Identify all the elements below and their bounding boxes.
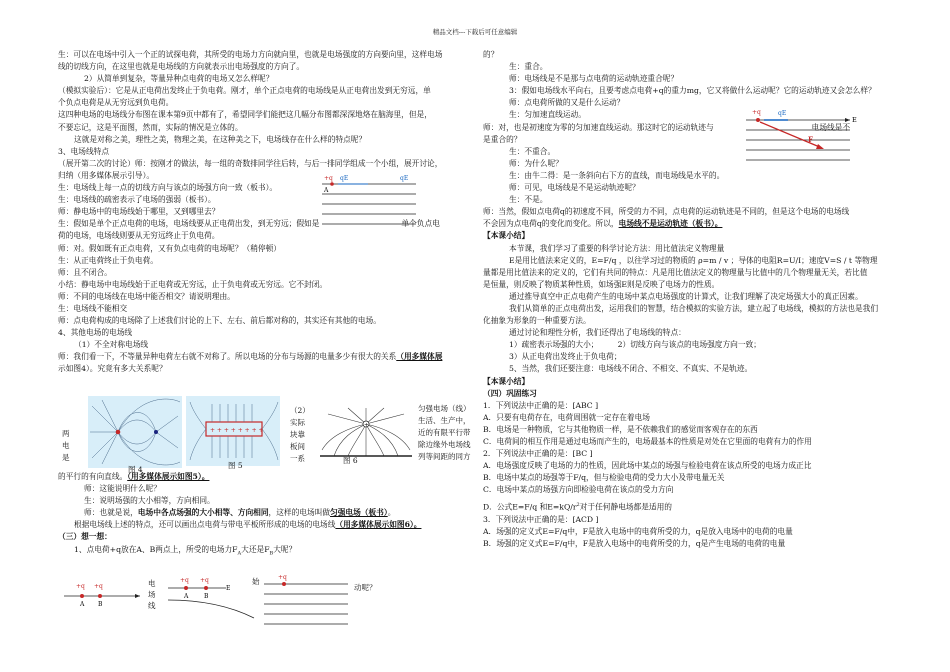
- question-1-diagram-c: [262, 574, 352, 630]
- left-text-line: 2）从简单到复杂，等量异种点电荷的电场又怎么样呢？: [84, 74, 274, 84]
- diagram-q-label: +q: [324, 175, 333, 182]
- right-text-line: 是重合的？: [483, 134, 522, 144]
- svg-text:F: F: [808, 135, 813, 144]
- figure-5-charged-plate: [186, 396, 280, 466]
- right-text-line: （四）巩固练习: [483, 388, 537, 398]
- right-text-line: 通过讨论和理性分析，我们还得出了电场线的特点：: [509, 328, 686, 338]
- diagram-side-label: 电 场 线: [148, 579, 156, 610]
- svg-text:B: B: [204, 593, 209, 600]
- left-text-line: 师：且不闭合。: [58, 267, 112, 277]
- question-1-diagram-a: [62, 576, 142, 616]
- right-text-line: 【本课小结】: [483, 376, 530, 386]
- left-text-line: 生：电场线不能相交: [58, 303, 128, 313]
- diagram-mid-tail: 动呢？: [354, 583, 377, 592]
- right-text-line: 师：当然，假如点电荷q的初速度不同，所受的力不同，点电荷的运动轨迹是不同的，但是这个电场的电场线: [483, 207, 850, 217]
- right-text-line: E是用比值法来定义的，E=F/q ，以往学习过的物质的 ρ=m / v ；导体的电阻R=U/I；速度V=S / t 等物理: [509, 255, 878, 265]
- right-text-line: 本节课，我们学习了重要的科学讨论方法：用比值法定义物理量: [509, 243, 725, 253]
- left-text-line: 师：点电荷构成的电场除了上述我们讨论的上下、左右、前后都对称的，其实还有其他的电场。: [58, 316, 381, 326]
- left-text-line: 生：电场线的疏密表示了电场的强弱（板书）。: [58, 195, 216, 205]
- svg-text:B: B: [98, 601, 103, 608]
- point-charge-field-diagram: [318, 170, 420, 228]
- svg-text:+q: +q: [278, 574, 287, 581]
- figure-5-caption: 图 5: [228, 461, 243, 470]
- left-text-line: （1）不全对称电场线: [74, 340, 149, 350]
- left-text-line: 生：从正电荷终止于负电荷。: [58, 255, 158, 265]
- svg-text:+q: +q: [200, 577, 209, 584]
- right-text-line: 是恒量，则反映了物质某种性质，如场强E则是反映了电场力的性质。: [483, 279, 720, 289]
- right-text-line: B．电场中某点的场强等于F/q，但与检验电荷的受力大小及带电量无关: [483, 473, 725, 483]
- right-text-line: A．只要有电荷存在，电荷周围就一定存在着电场: [483, 412, 650, 422]
- svg-text:A: A: [324, 187, 329, 194]
- left-text-line: 个负点电荷是从无穷远到负电荷。: [58, 98, 174, 108]
- right-text-line: 2．下列说法中正确的是：[BC ]: [483, 449, 593, 459]
- left-text-line: 师：对。假如既有正点电荷，又有负点电荷的电场呢？（稍停顿）: [58, 243, 281, 253]
- right-text-line: 3：假如电场线水平向右，且要考虑点电荷+q的重力mg，它又将做什么运动呢？它的运动轨迹又会怎么样？: [509, 86, 876, 96]
- svg-text:A: A: [80, 601, 85, 608]
- svg-text:+q: +q: [94, 583, 103, 590]
- right-text-line: B．电场是一种物质，它与其他物质一样，是不依赖我们的感觉而客观存在的东西: [483, 424, 758, 434]
- svg-text:+q: +q: [752, 109, 761, 116]
- left-text-line: 不要忘记，这是平面图，然而，实际的情况是立体的。: [58, 122, 243, 132]
- right-text-line: C．电场中某点的场强方向即检验电荷在该点的受力方向: [483, 485, 674, 495]
- left-text-line: 荷的电场，电场线则要从无穷远终止于负电荷。: [58, 231, 220, 241]
- left-text-line: 师：不同的电场线在电场中能否相交？请说明理由。: [58, 291, 235, 301]
- right-text-line: 量都是用比值法来的定义的，它们有共同的特点：凡是用比值法定义的物理量与比值中的几个物理量无关，若比值: [483, 267, 868, 277]
- svg-text:qE: qE: [778, 110, 787, 117]
- figure-6-caption: 图 6: [343, 456, 358, 465]
- left-text-line: 师：静电场中的电场线始于哪里，又到哪里去？: [58, 207, 220, 217]
- svg-text:+: +: [364, 422, 369, 429]
- right-text-line: 1．下列说法中正确的是：[ABC ]: [483, 400, 599, 410]
- left-text-line: 师：我们看一下，不等量异种电荷左右就不对称了。所以电场的分布与场源的电量多少有很大的关系（用多媒体展: [58, 352, 443, 362]
- right-text-line: A．场强的定义式E=F/q中，F是放入电场中的电荷所受的力，q是放入电场中的电荷的电量: [483, 527, 793, 537]
- diagram-qe-label: qE: [340, 175, 349, 182]
- left-text-line: （展开第二次的讨论）师：按刚才的做法，每一组的奇数排同学往后转，与后一排同学组成一个小组，展开讨论，: [58, 158, 443, 168]
- question-1-diagram-b: [166, 574, 256, 624]
- right-text-line: 师：电场线是不是那与点电荷的运动轨迹重合呢？: [509, 74, 679, 84]
- right-text-line: 的？: [483, 50, 499, 59]
- left-text-line: 这四种电场的电场线分布图在课本第9页中都有了，希望同学们能把这几幅分布图都深深地烙在脑海里，但是，: [58, 110, 432, 120]
- svg-text:+q: +q: [180, 577, 189, 584]
- left-text-line: 4、其他电场的电场线: [58, 328, 133, 338]
- left-text-line: 小结：静电场中电场线始于正电荷或无穷远，止于负电荷或无穷远。它不封闭。: [58, 279, 328, 289]
- right-text-line: 师：为什么呢？: [509, 158, 563, 168]
- left-text-line: 生：电场线上每一点的切线方向与该点的场强方向一致（板书）。: [58, 183, 278, 193]
- right-text-line: 师：对，也是初速度为零的匀加速直线运动。那这时它的运动轨迹与 电场线是不: [483, 122, 851, 132]
- figure-4-side-text: 两 电 是: [62, 429, 70, 462]
- figure-5-side-text: （2） 实际 块靠 板间 一系: [290, 406, 310, 463]
- svg-text:+ + + + + + + +: + + + + + + + +: [210, 427, 264, 434]
- svg-text:qE: qE: [400, 175, 409, 182]
- right-text-line: 生：不重合。: [509, 146, 556, 156]
- right-text-line: B．场强的定义式E=F/q中，F是放入电场中的电荷所受的力，q是产生电场的电荷的电量: [483, 539, 786, 549]
- right-text-line: 通过推导真空中正点电荷产生的电场中某点电场强度的计算式，让我们理解了决定场强大小的真正因素。: [509, 291, 863, 301]
- right-text-line: 【本课小结】: [483, 231, 530, 241]
- right-text-line: 生：重合。: [509, 62, 548, 72]
- right-text-line: 生：匀加速直线运动。: [509, 110, 586, 120]
- right-text-line: D．公式E=F/q 和$E=kQ/r^2$对于任何静电场都是适用的: [483, 502, 672, 513]
- right-text-line: 师：点电荷所做的又是什么运动？: [509, 98, 625, 108]
- right-text-line: 不会因为点电荷q的变化而变化。所以，电场线不是运动轨迹（板书）。: [483, 219, 723, 229]
- right-text-line: 化抽象为形象的一种重要方法。: [483, 316, 591, 326]
- right-text-line: 1）疏密表示场强的大小； 2）切线方向与该点的电场强度方向一致；: [509, 340, 761, 350]
- figure-6-side-text: 匀强电场（线） 生活、生产中， 近的有限平行带 除边缘外电场线 列等间距的同方: [418, 404, 471, 461]
- right-text-line: 3）从正电荷出发终止于负电荷；: [509, 352, 622, 362]
- right-text-line: A．电场强度反映了电场的力的性质，因此场中某点的场强与检验电荷在该点所受的电场力成正比: [483, 461, 812, 471]
- right-text-line: 师：可见，电场线是不是运动轨迹呢？: [509, 183, 640, 193]
- left-text-line: 归纳（用多媒体展示引导）。: [58, 170, 155, 180]
- right-text-line: 我们从简单的正点电荷出发，运用我们的智慧，结合模拟的实验方法，建立起了电场线，模拟的方法也是我们: [509, 303, 879, 313]
- left-text-line: 生：可以在电场中引入一个正的试探电荷，其所受的电场力方向就向里，也就是电场强度的方向要向里，这样电场: [58, 50, 443, 59]
- left-text-line: 这就是对称之美，理性之美，物理之美，在这种美之下，电场线存在什么样的特点呢？: [74, 134, 367, 144]
- left-text-line: 线的切线方向，在这里也就是电场线的方向就表示出电场强度的方向了。: [58, 62, 305, 72]
- right-text-line: C．电荷间的相互作用是通过电场而产生的，电场最基本的性质是对处在它里面的电荷有力的作用: [483, 437, 812, 446]
- left-text-line: 示如图4）。究竟有多大关系呢？: [58, 364, 167, 374]
- svg-text:E: E: [852, 116, 857, 124]
- figure-4-unequal-charges: [88, 396, 182, 468]
- diagram-shi-label: 始: [252, 577, 260, 586]
- svg-text:A: A: [184, 593, 189, 600]
- svg-text:E: E: [226, 585, 231, 592]
- force-vector-diagram: [742, 106, 860, 168]
- right-text-line: 5、当然，我们还要注意：电场线不闭合、不相交、不真实、不是轨迹。: [509, 364, 753, 374]
- left-lower-block: 的平行的有向直线。（用多媒体展示如图5）。 师：这能说明什么呢？ 生：说明场强的大小相等，方向相同。 师：也就是说，电场中各点场强的大小相等、方向相同，这样的电场叫做匀强电场（板书）。 根据电场线上述的特点，还可以画出点电荷与带电平板所形成的电场的电场线（用多媒体展示如图6）。 （三）想一想： 1、点电荷+q放在A、B两点上，所受的电场力$F_A$大还是$F_B$大呢？: [58, 472, 422, 557]
- left-text-line: 生：假如是单个正点电荷的电场，电场线要从正电荷出发，到无穷远；假如是 单个负点电: [58, 219, 440, 229]
- figure-6-charge-plate-field: [318, 406, 414, 464]
- right-text-line: 生：由牛二得：是一条斜向右下方的直线，而电场线是水平的。: [509, 170, 725, 180]
- svg-text:+q: +q: [76, 583, 85, 590]
- right-text-line: 3．下列说法中正确的是：[ACD ]: [483, 515, 599, 525]
- page-header: 精品文档---下载后可任意编辑: [432, 28, 518, 36]
- left-text-line: （模拟实验后）：它是从正电荷出发终止于负电荷。刚才，单个正点电荷的电场线是从正电荷出发到无穷远，单: [58, 86, 431, 96]
- figure-4-caption: 图 4: [128, 465, 143, 474]
- left-text-line: 3、电场线特点: [58, 146, 110, 156]
- right-text-line: 生：不是。: [509, 195, 548, 205]
